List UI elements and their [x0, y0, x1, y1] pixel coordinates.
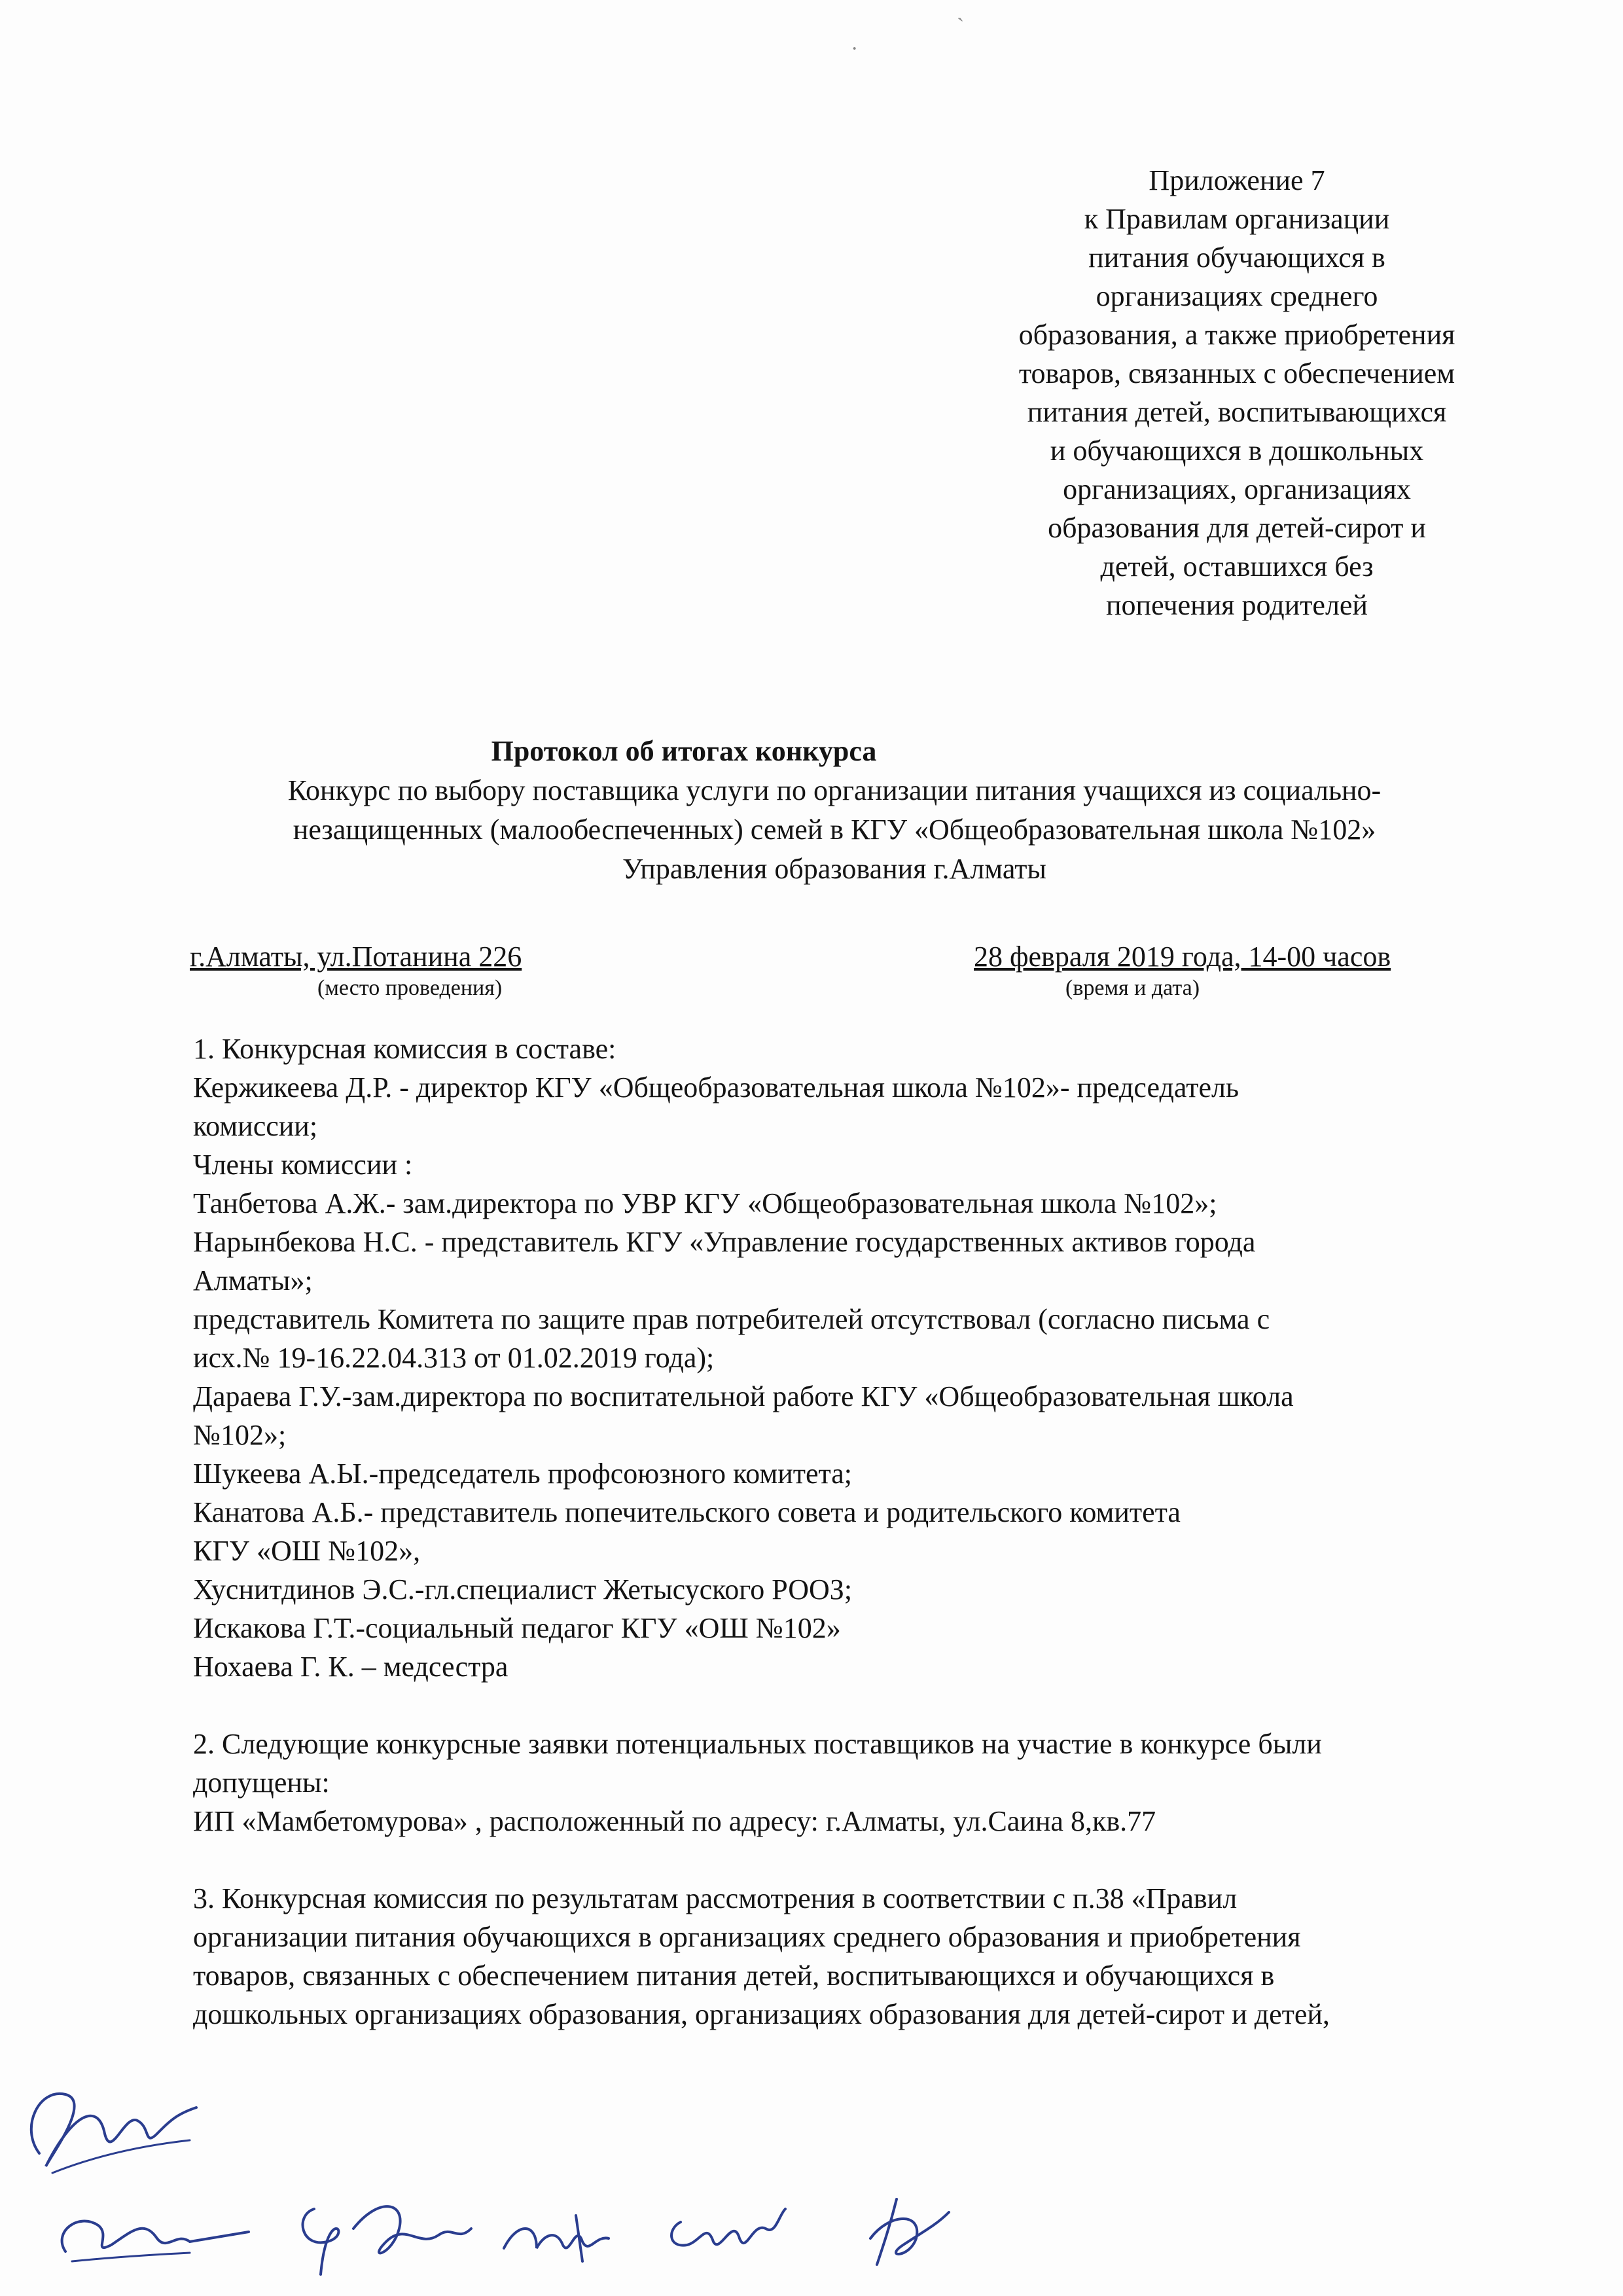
- commission-line: комиссии;: [193, 1110, 318, 1142]
- protocol-subtitle-line: незащищенных (малообеспеченных) семей в КГУ «Общеобразовательная школа №102»: [293, 814, 1376, 846]
- meeting-place: [190, 940, 522, 1001]
- commission-line: исх.№ 19-16.22.04.313 от 01.02.2019 года);: [193, 1342, 715, 1374]
- commission-line: №102»;: [193, 1419, 287, 1451]
- commission-line: Члены комиссии :: [193, 1149, 413, 1181]
- appendix-line: Приложение 7: [1149, 164, 1325, 196]
- section3-line: дошкольных организациях образования, организациях образования для детей-сирот и детей,: [193, 1998, 1330, 2030]
- appendix-line: и обучающихся в дошкольных: [1050, 435, 1424, 467]
- paragraph-gap: [193, 1686, 1502, 1725]
- commission-line: Танбетова А.Ж.- зам.директора по УВР КГУ «Общеобразовательная школа №102»;: [193, 1187, 1217, 1219]
- meeting-datetime: [974, 940, 1391, 1001]
- commission-line: Кержикеева Д.Р. - директор КГУ «Общеобразовательная школа №102»- председатель: [193, 1071, 1240, 1103]
- commission-line: Дараева Г.У.-зам.директора по воспитательной работе КГУ «Общеобразовательная школа: [193, 1380, 1294, 1412]
- commission-line: Нарынбекова Н.С. - представитель КГУ «Управление государственных активов города: [193, 1226, 1256, 1258]
- appendix-line: к Правилам организации: [1084, 203, 1390, 235]
- signature-area: [0, 2062, 1623, 2284]
- commission-line: Алматы»;: [193, 1265, 313, 1297]
- meeting-place-value: г.Алматы, ул.Потанина 226: [190, 941, 522, 973]
- protocol-subtitle-line: Управления образования г.Алматы: [622, 853, 1046, 885]
- meeting-datetime-caption: (время и дата): [1065, 976, 1200, 1000]
- section3-line: организации питания обучающихся в организациях среднего образования и приобретения: [193, 1921, 1301, 1953]
- section2-line: допущены:: [193, 1767, 330, 1799]
- appendix-line: образования для детей-сирот и: [1048, 512, 1426, 544]
- section2-line: 2. Следующие конкурсные заявки потенциальных поставщиков на участие в конкурсе были: [193, 1728, 1322, 1760]
- commission-line: Хуснитдинов Э.С.-гл.специалист Жетысуского РООЗ;: [193, 1573, 853, 1605]
- signature-member-3: [497, 2196, 615, 2274]
- protocol-subtitle-line: Конкурс по выбору поставщика услуги по организации питания учащихся из социально-: [287, 774, 1382, 806]
- meeting-place-caption: (место проведения): [317, 976, 503, 1000]
- commission-line: Шукеева А.Ы.-председатель профсоюзного комитета;: [193, 1458, 853, 1490]
- commission-line: КГУ «ОШ №102»,: [193, 1535, 421, 1567]
- appendix-line: питания обучающихся в: [1088, 242, 1385, 274]
- protocol-heading: [170, 732, 1499, 889]
- commission-line: 1. Конкурсная комиссия в составе:: [193, 1033, 616, 1065]
- scan-speck: ˋ: [957, 14, 965, 39]
- appendix-line: образования, а также приобретения: [1018, 319, 1455, 351]
- appendix-line: организациях, организациях: [1063, 473, 1411, 505]
- signature-chairman: [13, 2075, 209, 2186]
- protocol-title: Протокол об итогах конкурса: [491, 735, 877, 767]
- commission-line: представитель Комитета по защите прав потребителей отсутствовал (согласно письма с: [193, 1303, 1270, 1335]
- signature-member-1: [52, 2193, 262, 2278]
- section3-line: 3. Конкурсная комиссия по результатам рассмотрения в соответствии с п.38 «Правил: [193, 1882, 1238, 1914]
- appendix-line: товаров, связанных с обеспечением: [1018, 357, 1455, 389]
- paragraph-gap: [193, 1840, 1502, 1879]
- appendix-line: питания детей, воспитывающихся: [1027, 396, 1447, 428]
- signature-member-2: [288, 2189, 484, 2281]
- section2-line: ИП «Мамбетомурова» , расположенный по адресу: г.Алматы, ул.Саина 8,кв.77: [193, 1805, 1156, 1837]
- section3-line: товаров, связанных с обеспечением питания детей, воспитывающихся и обучающихся в: [193, 1960, 1275, 1992]
- signature-member-4: [661, 2189, 792, 2268]
- appendix-line: попечения родителей: [1106, 589, 1368, 621]
- signature-member-5: [851, 2186, 955, 2278]
- meeting-datetime-value: 28 февраля 2019 года, 14-00 часов: [974, 941, 1391, 973]
- appendix-line: организациях среднего: [1096, 280, 1378, 312]
- appendix-line: детей, оставшихся без: [1100, 550, 1374, 583]
- appendix-header: [949, 161, 1525, 624]
- commission-line: Канатова А.Б.- представитель попечительского совета и родительского комитета: [193, 1496, 1181, 1528]
- commission-line: Искакова Г.Т.-социальный педагог КГУ «ОШ №102»: [193, 1612, 841, 1644]
- commission-line: Нохаева Г. К. – медсестра: [193, 1651, 508, 1683]
- scan-speck: ·: [851, 37, 859, 61]
- protocol-body: [193, 1030, 1502, 2034]
